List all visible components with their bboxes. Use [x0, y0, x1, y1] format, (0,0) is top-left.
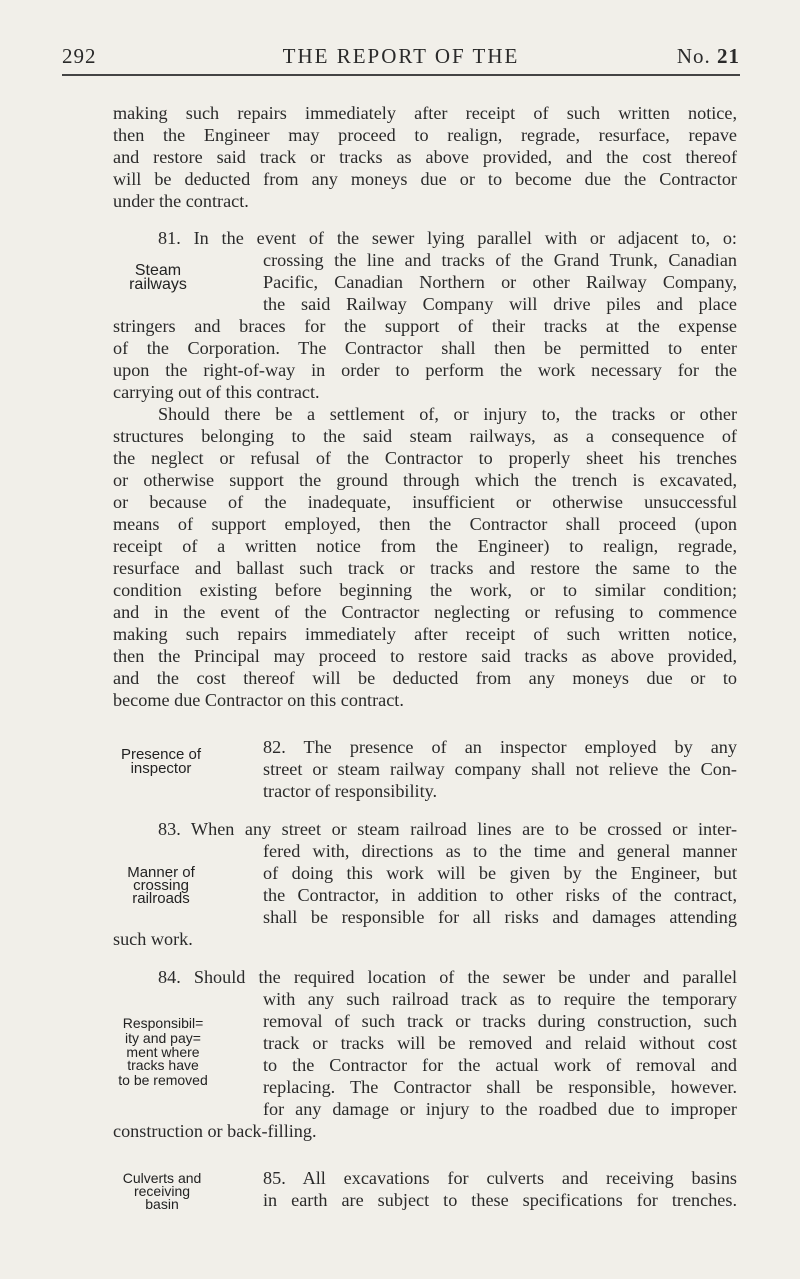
text-line: resurface and ballast such track or tracks and restore the same to the [113, 558, 737, 578]
page-number: 292 [62, 44, 97, 68]
text-line: street or steam railway company shall not relieve the Con- [263, 759, 737, 779]
text-line: Should there be a settlement of, or injury to, the tracks or other [158, 404, 737, 424]
text-line: become due Contractor on this contract. [113, 690, 404, 710]
text-line: upon the right-of-way in order to perform the work necessary for the [113, 360, 737, 380]
text-line: then the Principal may proceed to restore said tracks as above provided, [113, 646, 737, 666]
text-line: crossing the line and tracks of the Grand Trunk, Canadian [263, 250, 737, 270]
text-line: and restore said track or tracks as above provided, and the cost thereof [113, 147, 737, 167]
text-line: in earth are subject to these specifications for trenches. [263, 1190, 737, 1210]
text-line: the neglect or refusal of the Contractor to properly sheet his trenches [113, 448, 737, 468]
running-header [62, 44, 740, 70]
text-line: 85. All excavations for culverts and receiving basins [263, 1168, 737, 1188]
running-title: THE REPORT OF THE [282, 44, 520, 68]
text-line: means of support employed, then the Contractor shall proceed (upon [113, 514, 737, 534]
text-line: 83. When any street or steam railroad lines are to be crossed or inter- [158, 819, 737, 839]
text-line: with any such railroad track as to require the temporary [263, 989, 737, 1009]
text-line: of the Corporation. The Contractor shall then be permitted to enter [113, 338, 737, 358]
sidenote-manner-of-crossing-railroads: Manner of crossing railroads [127, 864, 195, 907]
text-line: tractor of responsibility. [263, 781, 438, 801]
text-line: condition existing before beginning the work, or to similar condition; [113, 580, 737, 600]
text-line: for any damage or injury to the roadbed due to improper [263, 1099, 737, 1119]
text-line: the Contractor, in addition to other risks of the contract, [263, 885, 737, 905]
text-line: carrying out of this contract. [113, 382, 320, 402]
text-line: stringers and braces for the support of their tracks at the expense [113, 316, 737, 336]
sidenote-culverts-and-receiving-basin: Culverts and receiving basin [122, 1170, 202, 1212]
text-line: or otherwise support the ground through which the trench is excavated, [113, 470, 737, 490]
text-line: 84. Should the required location of the sewer be under and parallel [158, 967, 737, 987]
text-line: receipt of a written notice from the Engineer) to realign, regrade, [113, 536, 737, 556]
text-line: then the Engineer may proceed to realign, regrade, resurface, repave [113, 125, 737, 145]
number-value: 21 [717, 44, 740, 68]
sidenote-steam-railways: Steam railways [129, 262, 187, 293]
text-line: to the Contractor for the actual work of removal and [263, 1055, 737, 1075]
text-line: will be deducted from any moneys due or to become due the Contractor [113, 169, 737, 189]
text-line: the said Railway Company will drive piles and place [263, 294, 737, 314]
text-line: such work. [113, 929, 193, 949]
text-line: replacing. The Contractor shall be responsible, however. [263, 1077, 737, 1097]
text-line: and the cost thereof will be deducted from any moneys due or to [113, 668, 737, 688]
text-line: fered with, directions as to the time and general manner [263, 841, 737, 861]
text-line: making such repairs immediately after receipt of such written notice, [113, 624, 737, 644]
text-line: track or tracks will be removed and relaid without cost [263, 1033, 737, 1053]
text-line: removal of such track or tracks during construction, such [263, 1011, 737, 1031]
text-line: 81. In the event of the sewer lying parallel with or adjacent to, o: [158, 228, 737, 248]
report-number [677, 44, 740, 69]
sidenote-presence-of-inspector: Presence of inspector [120, 746, 202, 777]
text-line: of doing this work will be given by the Engineer, but [263, 863, 737, 883]
number-prefix: No. [676, 44, 711, 68]
text-line: construction or back-filling. [113, 1121, 317, 1141]
header-rule [62, 74, 740, 76]
text-line: shall be responsible for all risks and damages attending [263, 907, 737, 927]
text-line: structures belonging to the said steam railways, as a consequence of [113, 426, 737, 446]
text-line: under the contract. [113, 191, 249, 211]
text-line: or because of the inadequate, insufficient or otherwise unsuccessful [113, 492, 737, 512]
text-line: 82. The presence of an inspector employed by any [263, 737, 737, 757]
text-line: and in the event of the Contractor neglecting or refusing to commence [113, 602, 737, 622]
text-line: making such repairs immediately after receipt of such written notice, [113, 103, 737, 123]
sidenote-responsibility-and-payment: Responsibil= ity and pay= ment where tracks have to be removed [118, 1015, 208, 1088]
text-line: Pacific, Canadian Northern or other Railway Company, [263, 272, 737, 292]
